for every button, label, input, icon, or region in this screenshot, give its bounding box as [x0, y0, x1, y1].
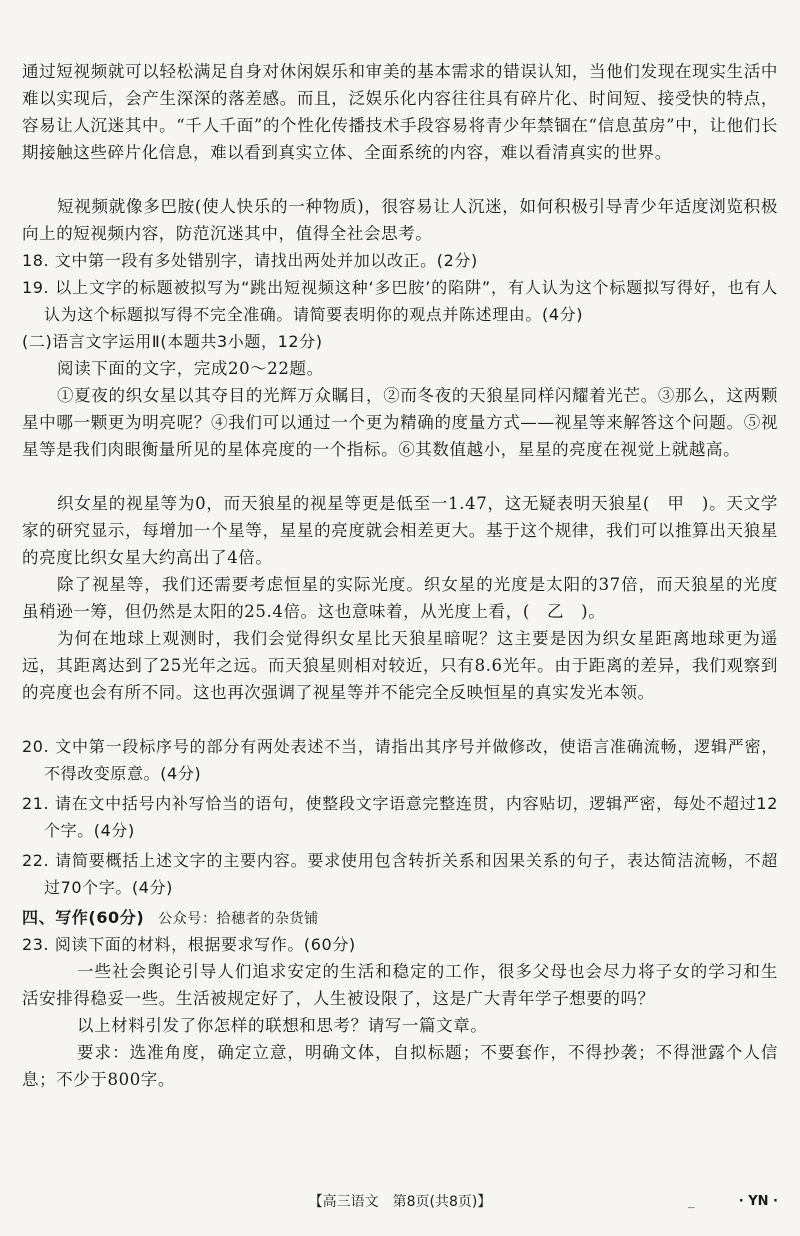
star-paragraph-3: 除了视星等，我们还需要考虑恒星的实际光度。织女星的光度是太阳的37倍，而天狼星的光度虽稍逊一筹，但仍然是太阳的25.4倍。这也意味着，从光度上看，( 乙 )。 [22, 575, 778, 621]
star-paragraph-4: 为何在地球上观测时，我们会觉得织女星比天狼星暗呢？这主要是因为织女星距离地球更为遥远，其距离达到了25光年之远。而天狼星则相对较近，只有8.6光年。由于距离的差异，我们观察到的亮度也会有所不同。这也再次强调了视星等并不能完全反映恒星的真实发光本领。 [22, 629, 778, 702]
section-4-heading: 四、写作(60分) [22, 908, 145, 927]
writing-requirements: 要求：选准角度，确定立意，明确文体，自拟标题；不要套作，不得抄袭；不得泄露个人信息；不少于800字。 [22, 1043, 778, 1089]
question-22: 22. 请简要概括上述文字的主要内容。要求使用包含转折关系和因果关系的句子，表达简洁流畅，不超过70个字。(4分) [22, 851, 778, 897]
question-20: 20. 文中第一段标序号的部分有两处表述不当，请指出其序号并做修改，使语言准确流畅，逻辑严密，不得改变原意。(4分) [22, 737, 778, 783]
reading-instruction: 阅读下面的文字，完成20～22题。 [57, 359, 324, 378]
writing-prompt: 以上材料引发了你怎样的联想和思考？请写一篇文章。 [77, 1016, 488, 1035]
footer-page-label: 【高三语文 第8页(共8页)】 [308, 1194, 492, 1210]
question-23: 23. 阅读下面的材料，根据要求写作。(60分) [22, 935, 356, 954]
section-2-heading: (二)语言文字运用Ⅱ(本题共3小题，12分) [22, 332, 323, 351]
section-4-heading-row [22, 904, 778, 933]
passage-paragraph-1: 通过短视频就可以轻松满足自身对休闲娱乐和审美的基本需求的错误认知，当他们发现在现实生活中难以实现后，会产生深深的落差感。而且，泛娱乐化内容往往具有碎片化、时间短、接受快的特点，容易让人沉迷其中。“千人千面”的个性化传播技术手段容易将青少年禁锢在“信息茧房”中，让他们长期接触这些碎片化信息，难以看到真实立体、全面系统的内容，难以看清真实的世界。 [22, 62, 778, 162]
star-paragraph-2: 织女星的视星等为0，而天狼星的视星等更是低至一1.47，这无疑表明天狼星( 甲 )。天文学家的研究显示，每增加一个星等，星星的亮度就会相差更大。基于这个规律，我们可以推算出天狼星的亮度比织女星大约高出了4倍。 [22, 494, 778, 567]
footer-code: · YN · [738, 1194, 778, 1209]
section-4-note: 公众号：拾穗者的杂货铺 [158, 911, 319, 927]
passage-paragraph-2: 短视频就像多巴胺(使人快乐的一种物质)，很容易让人沉迷，如何积极引导青少年适度浏览积极向上的短视频内容，防范沉迷其中，值得全社会思考。 [22, 197, 778, 243]
question-18: 18. 文中第一段有多处错别字，请找出两处并加以改正。(2分) [22, 251, 478, 270]
writing-material: 一些社会舆论引导人们追求安定的生活和稳定的工作，很多父母也会尽力将子女的学习和生活安排得稳妥一些。生活被规定好了，人生被设限了，这是广大青年学子想要的吗？ [22, 962, 778, 1008]
page-footer [0, 1190, 800, 1214]
question-19: 19. 以上文字的标题被拟写为“跳出短视频这种‘多巴胺’的陷阱”，有人认为这个标题拟写得好，也有人认为这个标题拟写得不完全准确。请简要表明你的观点并陈述理由。(4分) [22, 278, 778, 324]
star-paragraph-1: ①夏夜的织女星以其夺目的光辉万众瞩目，②而冬夜的天狼星同样闪耀着光芒。③那么，这两颗星中哪一颗更为明亮呢？④我们可以通过一个更为精确的度量方式——视星等来解答这个问题。⑤视星等是我们肉眼衡量所见的星体亮度的一个指标。⑥其数值越小，星星的亮度在视觉上就越高。 [22, 386, 778, 459]
question-21: 21. 请在文中括号内补写恰当的语句，使整段文字语意完整连贯，内容贴切，逻辑严密，每处不超过12个字。(4分) [22, 794, 778, 840]
footer-dash: _ [688, 1194, 695, 1209]
